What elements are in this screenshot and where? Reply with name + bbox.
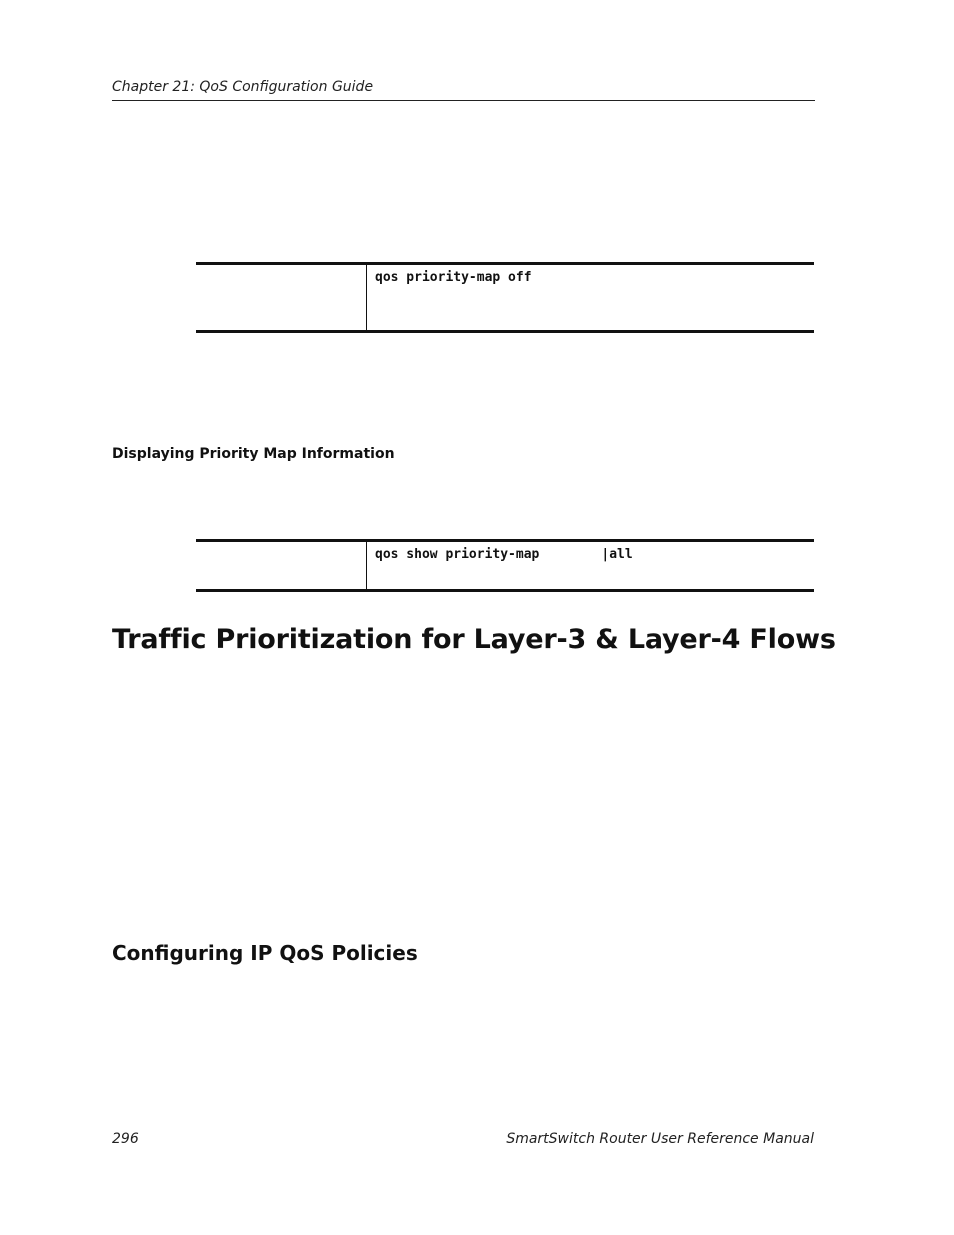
command-text: qos priority-map off xyxy=(375,270,532,285)
main-heading: Traffic Prioritization for Layer-3 & Layer-4 Flows xyxy=(112,624,836,655)
command-line xyxy=(375,547,633,562)
header-rule xyxy=(112,100,815,101)
command-table-show-priority-map xyxy=(196,539,814,592)
command-option: |all xyxy=(601,547,633,562)
section-heading-ip-qos-policies: Configuring IP QoS Policies xyxy=(112,941,418,965)
page-number: 296 xyxy=(112,1131,139,1147)
footer-manual-title: SmartSwitch Router User Reference Manual xyxy=(506,1131,814,1147)
command-table-priority-map-off xyxy=(196,262,814,333)
command-table-label-cell xyxy=(196,265,367,330)
running-header: Chapter 21: QoS Configuration Guide xyxy=(112,79,374,95)
command-table-label-cell xyxy=(196,542,367,589)
command-text: qos show priority-map xyxy=(375,547,540,562)
subheading-displaying-priority-map: Displaying Priority Map Information xyxy=(112,446,395,462)
